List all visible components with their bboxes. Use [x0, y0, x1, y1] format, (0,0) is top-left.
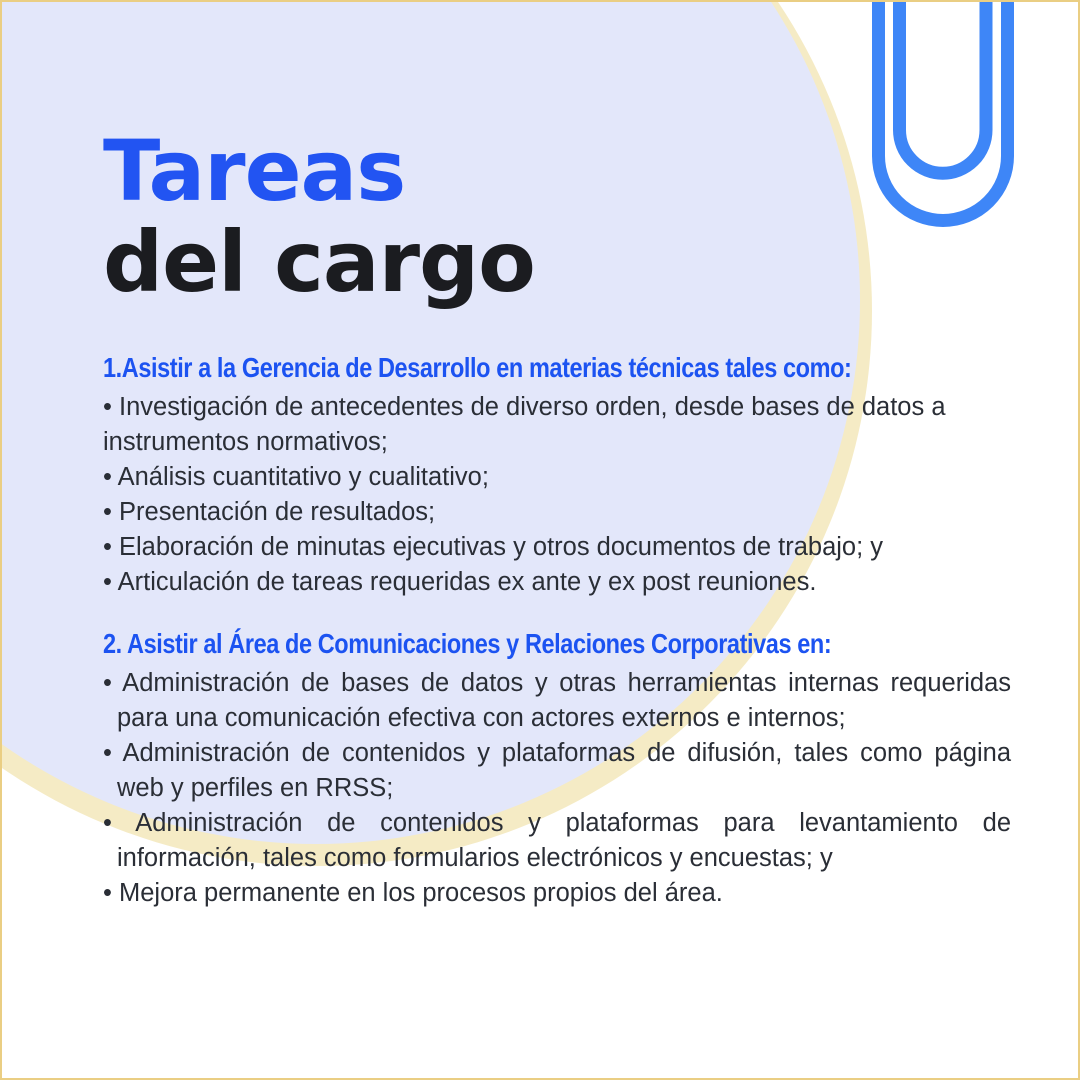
- section-tareas-comunicaciones: [103, 626, 1011, 911]
- bullet-item: • Análisis cuantitativo y cualitativo;: [103, 463, 489, 491]
- section-2-heading: 2. Asistir al Área de Comunicaciones y Relaciones Corporativas en:: [103, 628, 832, 659]
- bullet-item: • Mejora permanente en los procesos propios del área.: [103, 879, 723, 907]
- page-title-rest: del cargo: [103, 213, 535, 311]
- bullet-item: • Elaboración de minutas ejecutivas y otros documentos de trabajo; y: [103, 533, 884, 561]
- page-title-accent: Tareas: [103, 122, 406, 220]
- section-tareas-gerencia: [103, 350, 1011, 600]
- bullet-item: • Articulación de tareas requeridas ex ante y ex post reuniones.: [103, 568, 817, 596]
- page-title: [103, 122, 1011, 311]
- section-1-heading: 1.Asistir a la Gerencia de Desarrollo en materias técnicas tales como:: [103, 352, 852, 383]
- bullet-item: • Administración de contenidos y plataformas para levantamiento de información, tales como formularios electrónicos y encuestas; y: [103, 809, 1011, 872]
- bullet-item: • Investigación de antecedentes de diverso orden, desde bases de datos a instrumentos normativos;: [103, 393, 946, 456]
- content-area: [103, 122, 1011, 911]
- bullet-item: • Presentación de resultados;: [103, 498, 436, 526]
- bullet-item: • Administración de contenidos y plataformas de difusión, tales como página web y perfiles en RRSS;: [103, 739, 1011, 802]
- bullet-item: • Administración de bases de datos y otras herramientas internas requeridas para una comunicación efectiva con actores externos e internos;: [103, 669, 1011, 732]
